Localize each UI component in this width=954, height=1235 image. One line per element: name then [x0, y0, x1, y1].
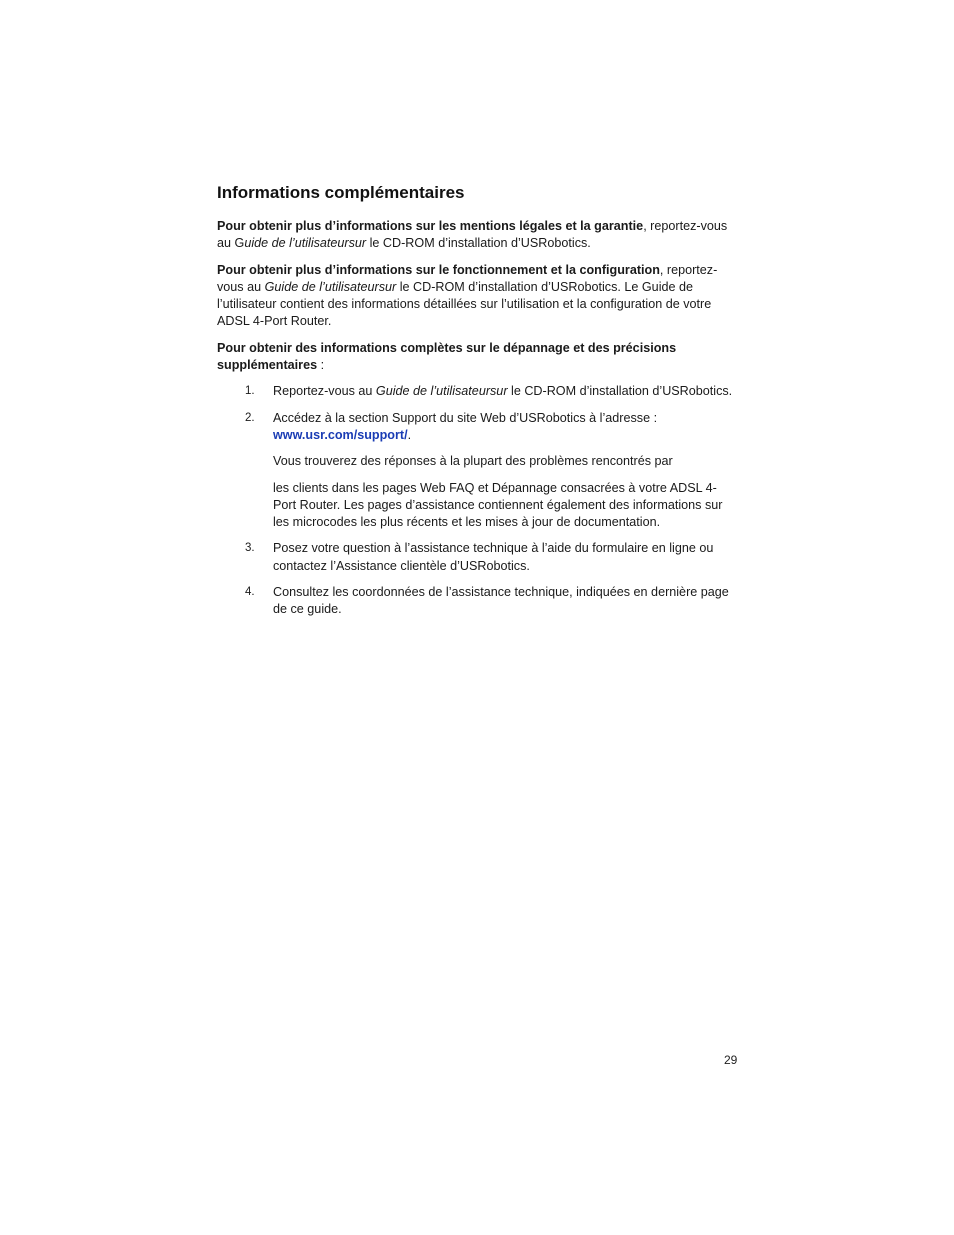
list-number: 1. [245, 385, 255, 398]
user-guide-ref: Guide de l’utilisateursur [264, 279, 397, 294]
item-text: Posez votre question à l’assistance technique à l’aide du formulaire en ligne ou contactez l’Assistance clientèle d’USRobotics. [273, 541, 714, 573]
list-number: 2. [245, 411, 255, 424]
section-heading: Informations complémentaires [217, 183, 465, 202]
page-number: 29 [724, 1053, 738, 1067]
list-number: 4. [245, 586, 255, 599]
item-text: Reportez-vous au [273, 384, 376, 399]
item-text: Accédez à la section Support du site Web d’USRobotics à l’adresse : [273, 410, 658, 425]
troubleshooting-colon: : [317, 358, 325, 373]
support-note-1: Vous trouverez des réponses à la plupart des problèmes rencontrés par [273, 454, 673, 469]
user-guide-ref: uide de l’utilisateursur [244, 236, 367, 251]
configuration-text-end: le CD-ROM d’installation d’USRobotics. Le Guide de l’utilisateur contient des informations détaillées sur l’utilisation et la configuration de votre ADSL 4-Port Router. [217, 279, 712, 329]
configuration-paragraph [217, 262, 739, 331]
list-number: 3. [245, 542, 255, 555]
warranty-text-end: le CD-ROM d’installation d’USRobotics. [366, 236, 591, 251]
list-item [217, 584, 739, 619]
list-item [217, 383, 739, 400]
configuration-text: , reportez-vous au [217, 262, 718, 294]
list-item [217, 540, 739, 575]
troubleshooting-paragraph [217, 340, 739, 375]
support-link[interactable]: www.usr.com/support/ [273, 427, 408, 442]
warranty-lead: Pour obtenir plus d’informations sur les mentions légales et la garantie [217, 219, 644, 233]
list-item [217, 410, 739, 532]
warranty-text: , reportez-vous au G [217, 219, 728, 251]
configuration-lead: Pour obtenir plus d’informations sur le fonctionnement et la configuration [217, 262, 660, 277]
item-text-end: . [407, 427, 412, 442]
support-note-2: les clients dans les pages Web FAQ et Dépannage consacrées à votre ADSL 4-Port Router. Les pages d’assistance contiennent également des informations sur les microcodes les plus récents et les mises à jour de documentation. [273, 480, 723, 530]
steps-list [217, 383, 739, 618]
page-content [217, 182, 739, 628]
item-text: Consultez les coordonnées de l’assistance technique, indiquées en dernière page de ce guide. [273, 585, 729, 617]
user-guide-ref: Guide de l’utilisateursur [375, 384, 508, 399]
item-text-end: le CD-ROM d’installation d’USRobotics. [507, 384, 733, 399]
troubleshooting-lead: Pour obtenir des informations complètes sur le dépannage et des précisions supplémentaires [217, 340, 677, 373]
warranty-paragraph [217, 218, 739, 253]
